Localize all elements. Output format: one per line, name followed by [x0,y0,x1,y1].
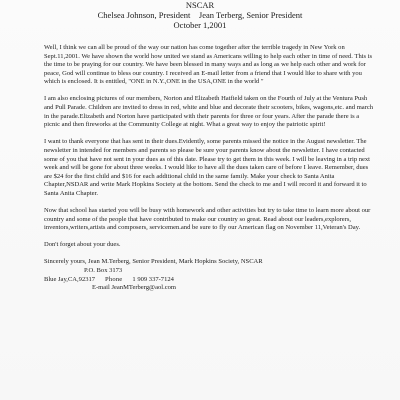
org-name: NSCAR [185,0,215,10]
signature-block [44,258,376,292]
signature-closing: Sincerely yours, Jean M.Terberg, Senior President, Mark Hopkins Society, NSCAR [44,258,263,266]
city-phone-row [44,276,376,285]
paragraph-parade: I am also enclosing pictures of our members, Norton and Elizabeth Hatfield taken on the Fourth of July at the Ventura Push and Pull Parade. Children are invited to dress in red, white and blue and decorate their scooters, bikes, wagons,etc. and march in the parade.Elizabeth and Norton have participated with their parents for three or four years. After the parade there is a picnic and then fireworks at the Community College at night. What a great way to enjoy the patriotic spirit! [44,95,374,129]
email-line: E-mail JeanMTerberg@aol.com [92,284,176,292]
paragraph-school: Now that school has started you will be busy with homework and other activities but try to take time to learn more about our country and some of the people that have contributed to make our country so great. Read about our leaders,explorers, inventors,writers,artists and composers, servicemen.and be sure to fly our American flag on November 11,Veteran's Day. [44,207,371,232]
phone-number: 1 909 337-7124 [132,275,174,283]
phone-label: Phone [105,275,123,283]
paragraph-reminder: Don't forget about your dues. [44,241,121,249]
letter-body [44,44,376,293]
paragraph-tragedy: Well, I think we can all be proud of the way our nation has come together after the terrible tragedy in New York on Sept.11,2001. We have shown the world how united we stand as Americans willing to help each other in time of need. This is the time to be praying for our country. We have been blessed in many ways and as long as we help each other and work for peace, God will continue to bless our country. I received an E-mail letter from a friend that I would like to share with you which is enclosed. It is entitled, "ONE in N.Y.,ONE in the USA,ONE in the world " [44,44,373,86]
letter-date: October 1,2001 [173,20,227,30]
paragraph-dues: I want to thank everyone that has sent in their dues.Evidently, some parents missed the notice in the August newsletter. The newsletter in intended for members and parents so please be sure your parents know about the newsletter. I have contacted some of you that have not sent in your dues as of this date. Please try to get them in this week. I will be leaving in a trip next week and will be gone for about three weeks. I would like to have all the dues taken care of before I leave. Remember, dues are $24 for the first child and $16 for each additional child in the same family. Make your check to Santa Anita Chapter,NSDAR and write Mark Hopkins Society at the bottom. Send the check to me and I will record it and forward it to Santa Anita Chapter. [44,138,371,197]
po-box: P.O. Box 3173 [84,266,123,274]
officers-line: Chelsea Johnson, President Jean Terberg, Senior President [97,10,303,20]
city-line: Blue Jay,CA,92317 [44,275,96,283]
letter-header [0,0,400,30]
